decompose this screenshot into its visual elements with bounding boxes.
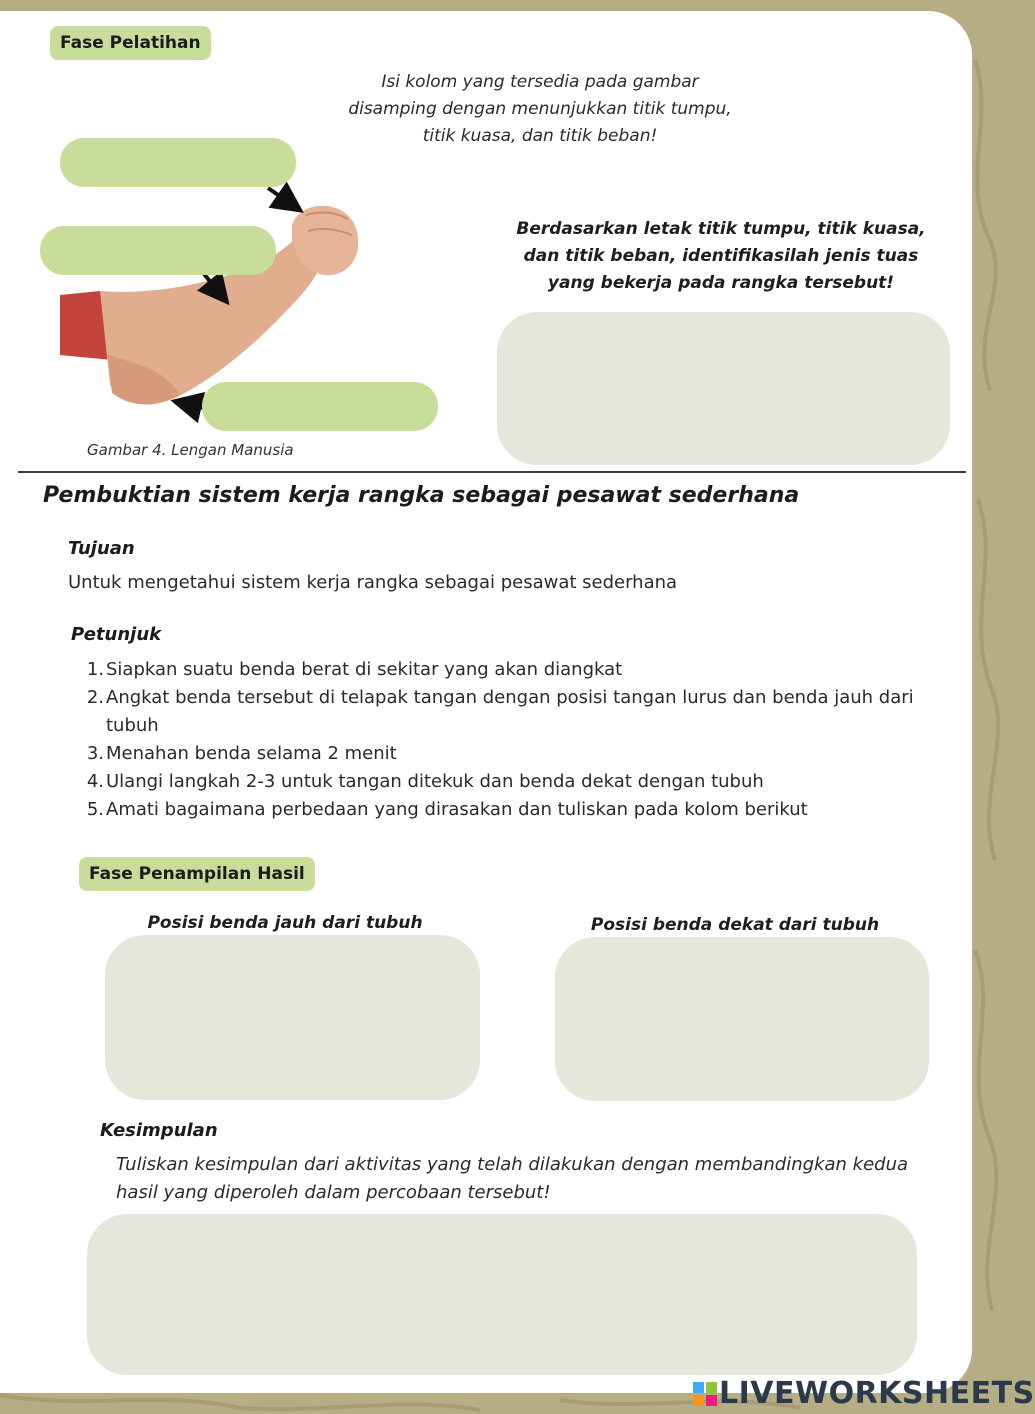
- conclusion-heading: Kesimpulan: [100, 1120, 218, 1141]
- conclusion-prompt: Tuliskan kesimpulan dari aktivitas yang telah dilakukan dengan membandingkan kedua hasil yang diperoleh dalam percobaan tersebut!: [116, 1154, 909, 1203]
- goal-heading: Tujuan: [68, 538, 135, 559]
- goal-text: Untuk mengetahui sistem kerja rangka sebagai pesawat sederhana: [68, 572, 678, 593]
- steps-list: [66, 656, 956, 824]
- steps-heading: Petunjuk: [71, 624, 162, 645]
- step-item: 3. Menahan benda selama 2 menit: [86, 743, 397, 764]
- conclusion-answer[interactable]: [87, 1214, 917, 1375]
- step-item: 4. Ulangi langkah 2-3 untuk tangan ditekuk dan benda dekat dengan tubuh: [86, 771, 764, 792]
- step-item: 5. Amati bagaimana perbedaan yang dirasakan dan tuliskan pada kolom berikut: [86, 799, 808, 820]
- liveworksheets-logo: [693, 1376, 1035, 1411]
- section-title: Pembuktian sistem kerja rangka sebagai pesawat sederhana: [43, 483, 800, 508]
- section-divider: [18, 471, 966, 473]
- far-position-label: Posisi benda jauh dari tubuh: [147, 913, 423, 933]
- lever-type-question: Berdasarkan letak titik tumpu, titik kuasa, dan titik beban, identifikasilah jenis tuas yang bekerja pada rangka tersebut!: [516, 219, 926, 293]
- label-field-2[interactable]: [40, 226, 276, 275]
- step-item: 1. Siapkan suatu benda berat di sekitar yang akan diangkat: [86, 659, 623, 680]
- near-position-answer[interactable]: [555, 937, 929, 1101]
- logo-text: LIVEWORKSHEETS: [719, 1376, 1035, 1411]
- far-position-answer[interactable]: [105, 935, 480, 1100]
- lever-type-answer[interactable]: [497, 312, 950, 465]
- image-caption: Gambar 4. Lengan Manusia: [87, 441, 294, 459]
- instruction-text: Isi kolom yang tersedia pada gambar disamping dengan menunjukkan titik tumpu, titik kuasa, dan titik beban!: [348, 72, 732, 146]
- near-position-label: Posisi benda dekat dari tubuh: [590, 915, 880, 935]
- liveworksheets-icon: [693, 1382, 717, 1406]
- label-field-1[interactable]: [60, 138, 296, 187]
- step-item: 2. Angkat benda tersebut di telapak tangan dengan posisi tangan lurus dan benda jauh dari tubuh: [86, 687, 914, 736]
- phase-tag-results: Fase Penampilan Hasil: [79, 857, 315, 891]
- label-field-3[interactable]: [202, 382, 438, 431]
- phase-tag-training: Fase Pelatihan: [50, 26, 211, 60]
